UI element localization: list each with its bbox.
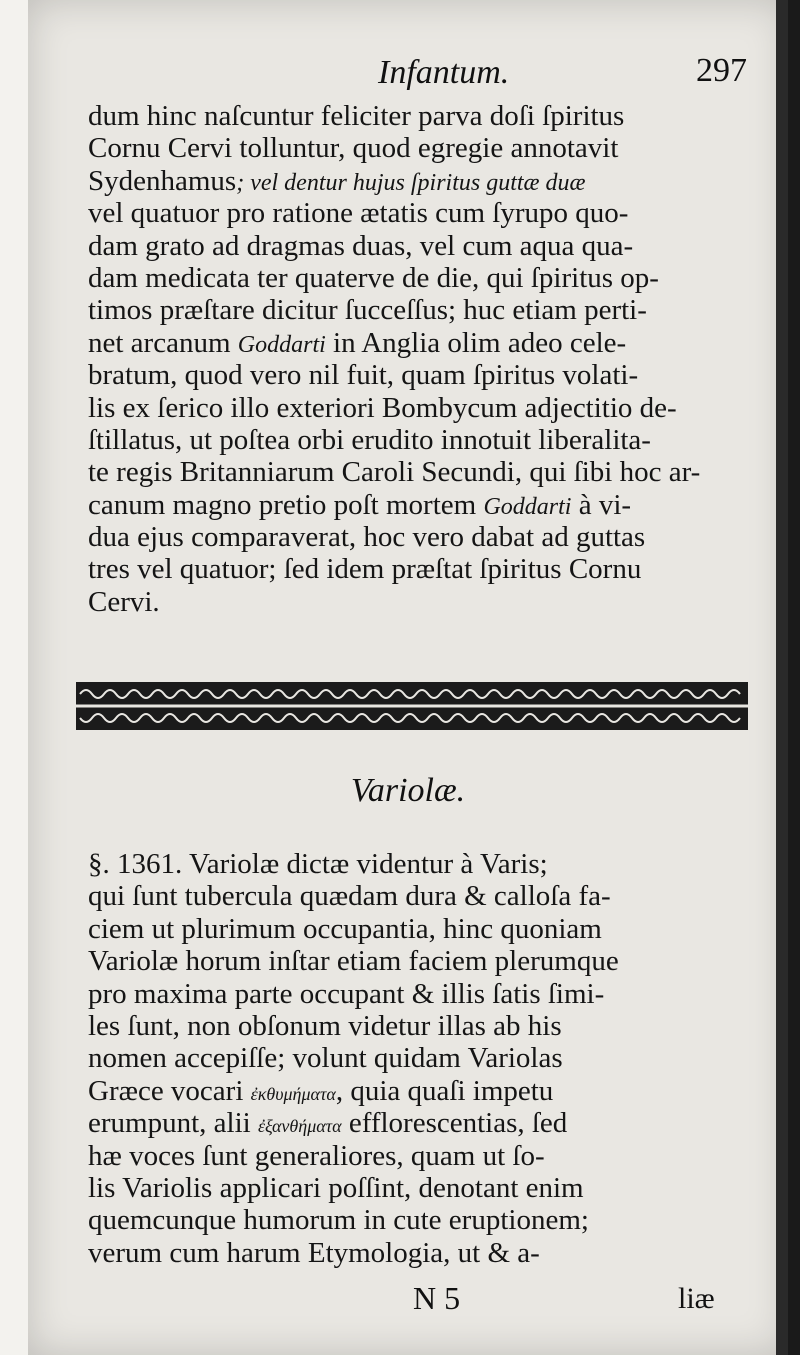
text-line: Variolæ horum inſtar etiam faciem plerumque — [88, 945, 619, 978]
text-line: te regis Britanniarum Caroli Secundi, qui ſibi hoc ar- — [88, 456, 701, 489]
text-line: les ſunt, non obſonum videtur illas ab his — [88, 1009, 562, 1042]
text-run: Græce vocari — [88, 1074, 251, 1107]
text-line: lis ex ſerico illo exteriori Bombycum adjectitio de- — [88, 391, 677, 424]
page-number: 297 — [696, 52, 747, 89]
text-line: nomen accepiſſe; volunt quidam Variolas — [88, 1042, 563, 1075]
text-line: ſtillatus, ut poſtea orbi erudito innotuit liberalita- — [88, 423, 651, 456]
text-line: bratum, quod vero nil fuit, quam ſpiritus volati- — [88, 359, 639, 392]
page-header — [28, 52, 788, 96]
text-line: vel quatuor pro ratione ætatis cum ſyrupo quo- — [88, 197, 629, 230]
text-line: ciem ut plurimum occupantia, hinc quoniam — [88, 912, 602, 945]
text-line — [88, 327, 738, 359]
text-line: pro maxima parte occupant & illis ſatis ſimi- — [88, 977, 605, 1010]
text-run: à vi- — [571, 488, 632, 521]
text-line: lis Variolis applicari poſſint, denotant enim — [88, 1171, 584, 1204]
text-run: in Anglia olim adeo cele- — [325, 326, 627, 359]
emphasis-text: ἐκθυμήματα — [250, 1083, 336, 1104]
catchword: liæ — [678, 1282, 715, 1315]
emphasis-text: ; vel dentur hujus ſpiritus guttæ duæ — [236, 169, 586, 196]
text-line: Cornu Cervi tolluntur, quod egregie annotavit — [88, 132, 619, 165]
text-line: verum cum harum Etymologia, ut & a- — [88, 1236, 540, 1269]
section-title: Variolæ. — [350, 772, 466, 809]
text-line: dua ejus comparaverat, hoc vero dabat ad guttas — [88, 521, 646, 554]
emphasis-text: ἐξανθήματα — [257, 1116, 342, 1137]
text-line: dam medicata ter quaterve de die, qui ſpiritus op- — [88, 261, 659, 294]
text-run: canum magno pretio poſt mortem — [88, 488, 484, 521]
text-line: tres vel quatuor; ſed idem præſtat ſpiritus Cornu — [88, 553, 642, 586]
decorative-ornament-band — [76, 682, 748, 730]
signature-mark: N 5 — [413, 1280, 461, 1316]
text-run: efflorescentias, ſed — [341, 1107, 568, 1140]
text-line — [88, 1107, 738, 1139]
page-left-edge — [0, 0, 28, 1355]
text-line: dum hinc naſcuntur feliciter parva doſi ſpiritus — [88, 100, 625, 132]
text-line: hæ voces ſunt generaliores, quam ut ſo- — [88, 1139, 545, 1172]
text-line — [88, 1075, 738, 1107]
page-right-edge — [776, 0, 788, 1355]
text-line: §. 1361. Variolæ dictæ videntur à Varis; — [88, 848, 548, 880]
running-title: Infantum. — [378, 54, 510, 91]
book-page — [28, 0, 788, 1355]
text-run: Sydenhamus — [88, 164, 237, 197]
text-line — [88, 489, 738, 521]
text-line: qui ſunt tubercula quædam dura & calloſa fa- — [88, 880, 611, 913]
text-run: net arcanum — [88, 326, 238, 359]
text-line: Cervi. — [88, 585, 160, 618]
paragraph-continuation — [88, 100, 738, 618]
text-line: timos præſtare dicitur ſucceſſus; huc etiam perti- — [88, 294, 647, 327]
text-run: erumpunt, alii — [88, 1107, 258, 1140]
text-line — [88, 165, 738, 197]
text-run: , quia quaſi impetu — [335, 1074, 554, 1107]
emphasis-text: Goddarti — [483, 493, 572, 520]
emphasis-text: Goddarti — [237, 331, 326, 358]
text-line: dam grato ad dragmas duas, vel cum aqua qua- — [88, 229, 634, 262]
paragraph-variolae — [88, 848, 738, 1269]
text-line: quemcunque humorum in cute eruptionem; — [88, 1204, 589, 1237]
